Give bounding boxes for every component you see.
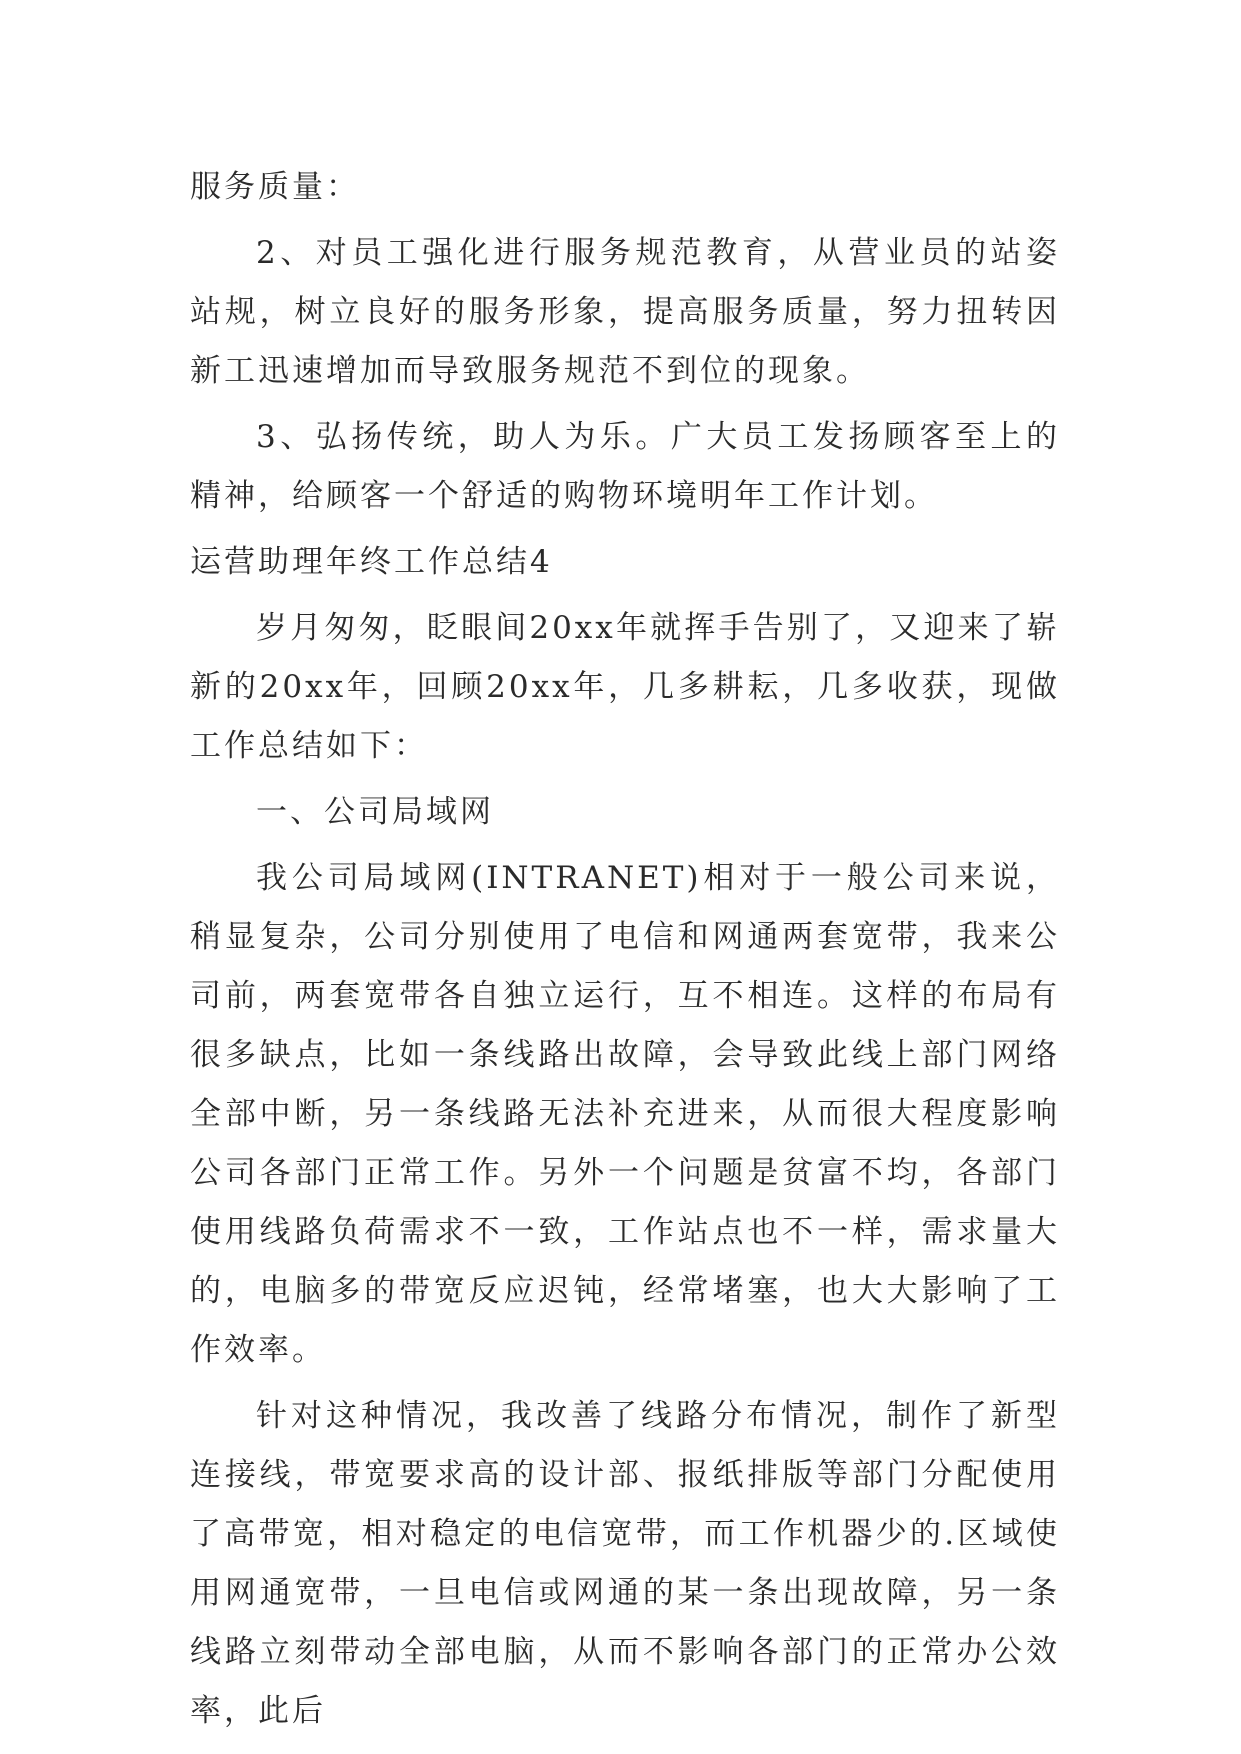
paragraph-lan-problems: 我公司局域网(INTRANET)相对于一般公司来说，稍显复杂，公司分别使用了电信和网通两套宽带，我来公司前，两套宽带各自独立运行，互不相连。这样的布局有很多缺点，比如一条线路出故障，会导致此线上部门网络全部中断，另一条线路无法补充进来，从而很大程度影响公司各部门正常工作。另外一个问题是贫富不均，各部门使用线路负荷需求不一致，工作站点也不一样，需求量大的，电脑多的带宽反应迟钝，经常堵塞，也大大影响了工作效率。	[190, 860, 1060, 1368]
paragraph-service-training: 2、对员工强化进行服务规范教育，从营业员的站姿站规，树立良好的服务形象，提高服务质量，努力扭转因新工迅速增加而导致服务规范不到位的现象。	[190, 235, 1060, 389]
paragraph-lan-solution: 针对这种情况，我改善了线路分布情况，制作了新型连接线，带宽要求高的设计部、报纸排版等部门分配使用了高带宽，相对稳定的电信宽带，而工作机器少的.区域使用网通宽带，一旦电信或网通的某一条出现故障，另一条线路立刻带动全部电脑，从而不影响各部门的正常办公效率，此后	[190, 1398, 1060, 1729]
paragraph-service-quality: 服务质量：	[190, 169, 360, 205]
section-title: 运营助理年终工作总结4	[190, 544, 553, 580]
subheading-lan: 一、公司局域网	[256, 794, 494, 830]
document-body	[190, 158, 1060, 1748]
paragraph-intro: 岁月匆匆，眨眼间20xx年就挥手告别了，又迎来了崭新的20xx年，回顾20xx年，几多耕耘，几多收获，现做工作总结如下：	[190, 610, 1060, 764]
paragraph-tradition: 3、弘扬传统，助人为乐。广大员工发扬顾客至上的精神，给顾客一个舒适的购物环境明年工作计划。	[190, 419, 1060, 514]
